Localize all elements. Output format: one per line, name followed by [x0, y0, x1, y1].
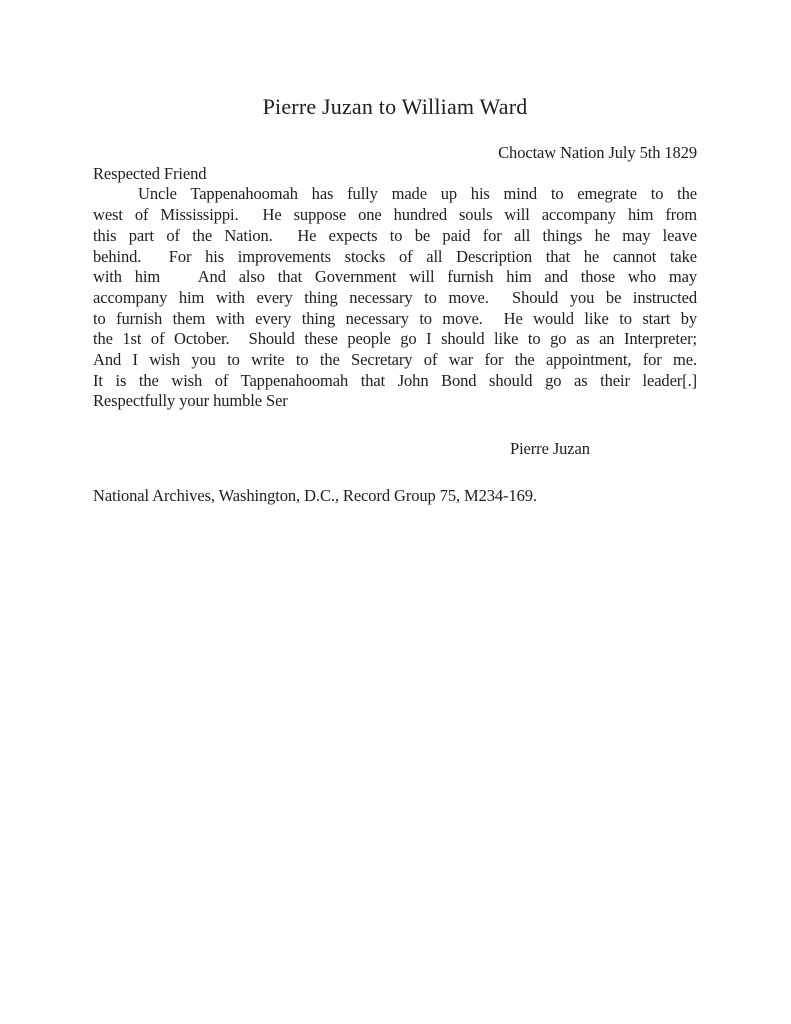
body-line: And I wish you to write to the Secretary of war for the appointment, for me.	[93, 350, 697, 370]
archive-citation: National Archives, Washington, D.C., Record Group 75, M234-169.	[93, 485, 537, 505]
letter-content	[0, 0, 791, 507]
body-line: west of Mississippi. He suppose one hundred souls will accompany him from	[93, 205, 697, 225]
letter-body	[93, 184, 697, 412]
body-line: Respectfully your humble Ser	[93, 391, 288, 411]
body-line: with him And also that Government will furnish him and those who may	[93, 267, 697, 287]
dateline: Choctaw Nation July 5th 1829	[498, 143, 697, 162]
body-line: the 1st of October. Should these people go I should like to go as an Interpreter;	[93, 329, 697, 349]
body-line: this part of the Nation. He expects to be paid for all things he may leave	[93, 225, 697, 245]
body-line: It is the wish of Tappenahoomah that John Bond should go as their leader[.]	[93, 370, 697, 390]
body-line: accompany him with every thing necessary to move. Should you be instructed	[93, 287, 697, 307]
body-line: to furnish them with every thing necessary to move. He would like to start by	[93, 308, 697, 328]
body-line: Uncle Tappenahoomah has fully made up his mind to emegrate to the	[138, 184, 697, 204]
signature: Pierre Juzan	[510, 439, 590, 459]
document-title: Pierre Juzan to William Ward	[262, 94, 528, 119]
body-line: behind. For his improvements stocks of all Description that he cannot take	[93, 246, 697, 266]
salutation: Respected Friend	[93, 163, 207, 183]
